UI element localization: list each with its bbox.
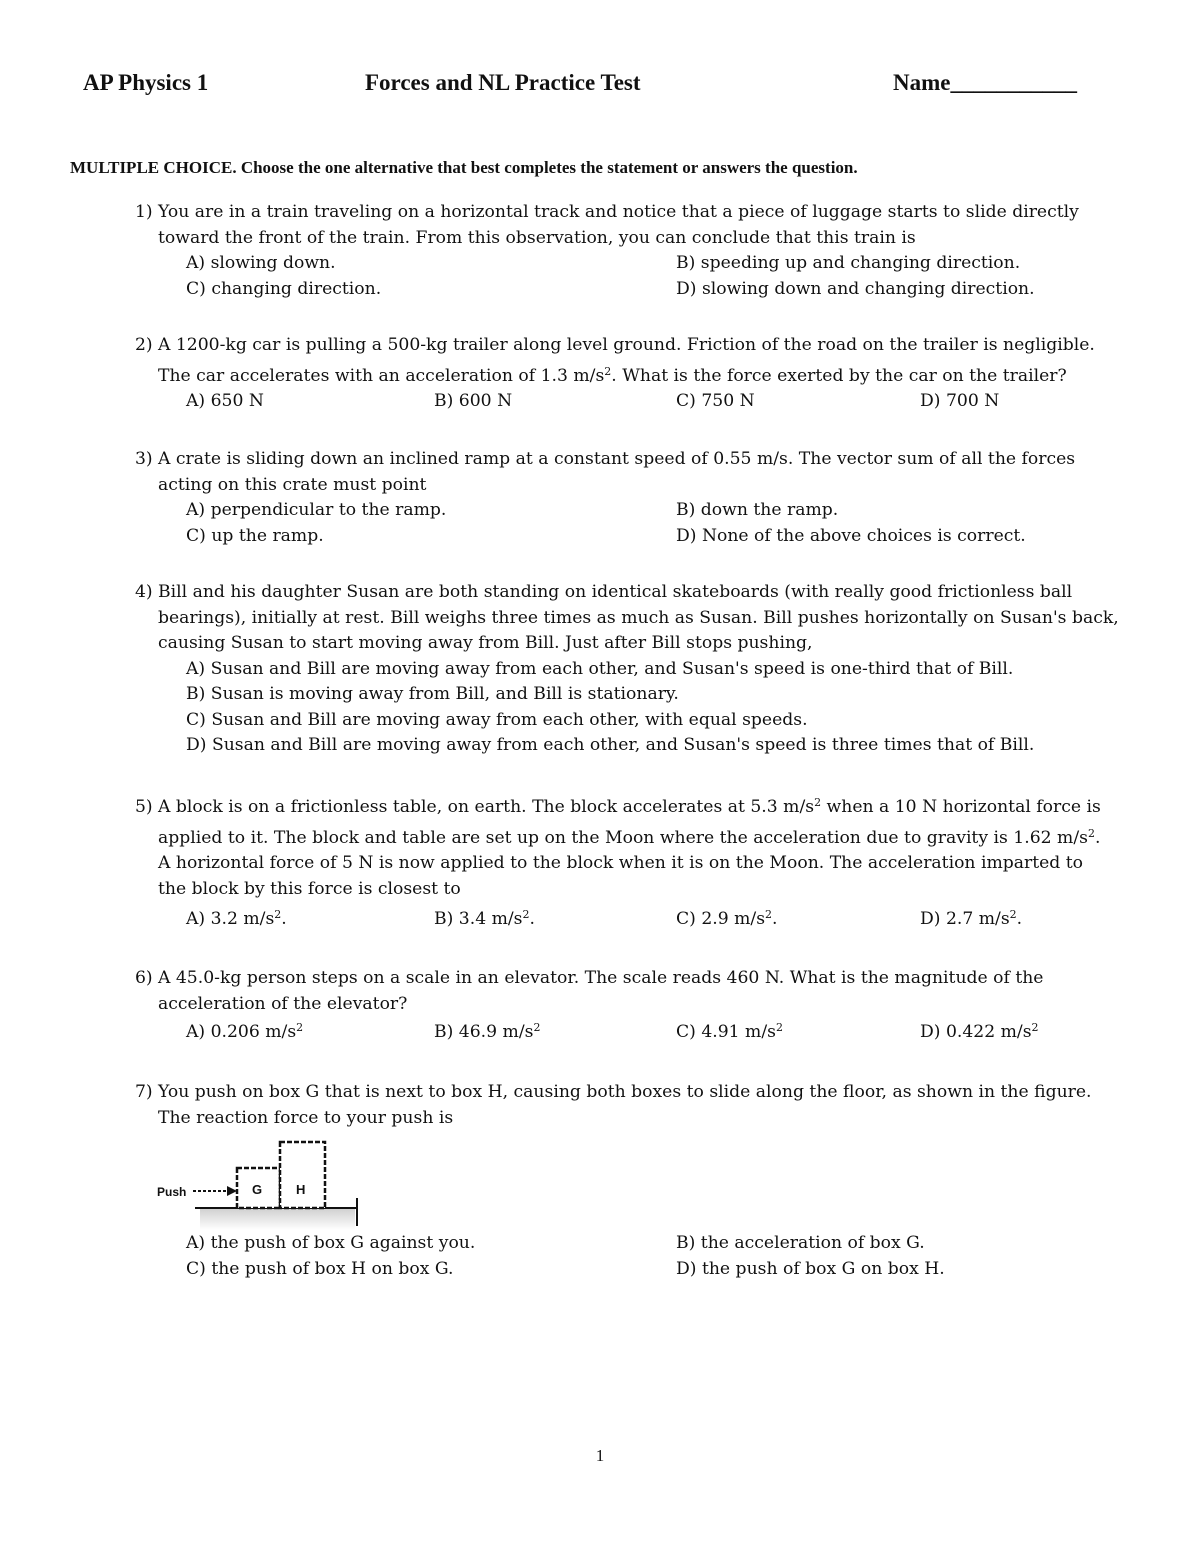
question-stem	[135, 966, 1125, 1017]
question-7-options	[135, 1231, 1125, 1282]
stem-line: acceleration of the elevator?	[158, 993, 408, 1014]
box-h	[280, 1142, 325, 1208]
answer-options	[186, 1017, 1125, 1047]
stem-line: causing Susan to start moving away from Bill. Just after Bill stops pushing,	[158, 633, 813, 653]
option-a[interactable]: A) perpendicular to the ramp.	[186, 500, 447, 520]
option-a[interactable]: A) 3.2 $m/s^2$.	[186, 908, 287, 929]
question-number: 6)	[135, 968, 153, 988]
superscript: 2	[814, 796, 822, 809]
answer-options	[186, 1231, 1125, 1282]
question-5	[135, 795, 1125, 932]
stem-line: You push on box G that is next to box H, causing both boxes to slide along the floor, as shown in the figure.	[158, 1082, 1092, 1102]
superscript: 2	[604, 364, 612, 378]
question-number: 3)	[135, 449, 153, 469]
question-number: 5)	[135, 797, 153, 817]
option-c[interactable]: C) Susan and Bill are moving away from each other, with equal speeds.	[186, 709, 808, 730]
arrow-head	[227, 1186, 237, 1196]
option-a[interactable]: A) 0.206 $m/s^2$	[186, 1021, 304, 1042]
stem-line: the block by this force is closest to	[158, 878, 461, 899]
option-b[interactable]: B) 46.9 $m/s^2$	[434, 1021, 541, 1042]
option-c[interactable]: C) up the ramp.	[186, 525, 324, 546]
question-stem	[135, 447, 1125, 498]
option-c[interactable]: C) changing direction.	[186, 278, 382, 299]
option-c[interactable]: C) the push of box H on box G.	[186, 1258, 454, 1279]
option-d[interactable]: D) 700 N	[920, 391, 1000, 411]
page-number: 1	[595, 1446, 605, 1465]
option-d[interactable]: D) 0.422 $m/s^2$	[920, 1021, 1039, 1042]
option-d[interactable]: D) 2.7 $m/s^2$.	[920, 908, 1023, 929]
stem-line: applied to it. The block and table are set up on the Moon where the acceleration due to gravity is 1.62 $m/s^2$.	[158, 826, 1101, 848]
question-1	[135, 200, 1125, 302]
course-title: AP Physics 1	[83, 70, 209, 95]
question-6	[135, 966, 1125, 1047]
question-stem	[135, 200, 1125, 251]
name-field-label: Name___________	[893, 70, 1077, 95]
page-header	[0, 70, 1200, 104]
box-h-label: H	[296, 1182, 306, 1197]
floor-shading	[200, 1208, 355, 1230]
question-number: 1)	[135, 202, 153, 222]
section-instructions: MULTIPLE CHOICE. Choose the one alternative that best completes the statement or answers the question.	[70, 158, 858, 177]
option-b[interactable]: B) the acceleration of box G.	[676, 1233, 925, 1253]
stem-line: You are in a train traveling on a horizontal track and notice that a piece of luggage starts to slide directly	[158, 202, 1079, 222]
stem-line: A 45.0-kg person steps on a scale in an elevator. The scale reads 460 N. What is the magnitude of the	[158, 968, 1044, 988]
stem-line: A crate is sliding down an inclined ramp at a constant speed of 0.55 m/s. The vector sum of all the forces	[158, 449, 1076, 469]
option-c[interactable]: C) 4.91 $m/s^2$	[676, 1021, 783, 1042]
option-d[interactable]: D) Susan and Bill are moving away from each other, and Susan's speed is three times that of Bill.	[186, 735, 1035, 755]
question-number: 4)	[135, 582, 153, 602]
option-c[interactable]: C) 2.9 $m/s^2$.	[676, 908, 778, 929]
stem-line: A 1200-kg car is pulling a 500-kg trailer along level ground. Friction of the road on the trailer is negligible.	[158, 335, 1095, 355]
question-7	[135, 1080, 1125, 1131]
answer-options	[186, 498, 1125, 549]
test-title: Forces and NL Practice Test	[365, 70, 641, 95]
answer-options	[186, 389, 1125, 415]
option-b[interactable]: B) down the ramp.	[676, 500, 839, 520]
question-stem	[135, 580, 1125, 657]
stem-line: Bill and his daughter Susan are both standing on identical skateboards (with really good frictionless ball	[158, 582, 1073, 602]
option-b[interactable]: B) 600 N	[434, 391, 513, 411]
option-d[interactable]: D) slowing down and changing direction.	[676, 278, 1035, 299]
question-stem: 5) A block is on a frictionless table, on earth. The block accelerates at 5.3 $m/s^2$ when a 10 N horizontal force is applied to it. The block and table are set up on the Moon where the acceleration due to gravity is 1.62 $m/s^2$. A horizontal force of 5 N is now applied to the block when it is on the Moon. The acceleration imparted to the block by this force is closest to	[135, 795, 1125, 902]
stem-line: The car accelerates with an acceleration of 1.3 $m/s^2$. What is the force exerted by the car on the trailer?	[158, 364, 1067, 386]
option-d[interactable]: D) the push of box G on box H.	[676, 1258, 945, 1279]
question-number: 2)	[135, 335, 153, 355]
option-b[interactable]: B) Susan is moving away from Bill, and Bill is stationary.	[186, 684, 679, 704]
boxes-push-figure	[155, 1138, 365, 1230]
answer-options	[186, 902, 1125, 932]
stem-line: A horizontal force of 5 N is now applied to the block when it is on the Moon. The acceleration imparted to	[158, 853, 1084, 873]
question-2	[135, 333, 1125, 415]
question-4	[135, 580, 1125, 759]
question-number: 7)	[135, 1082, 153, 1102]
stem-line: The reaction force to your push is	[158, 1107, 454, 1128]
option-d[interactable]: D) None of the above choices is correct.	[676, 525, 1026, 546]
option-a[interactable]: A) 650 N	[186, 391, 264, 411]
superscript: 2	[1087, 826, 1095, 840]
option-a[interactable]: A) slowing down.	[186, 253, 336, 273]
question-stem	[135, 333, 1125, 389]
question-3	[135, 447, 1125, 549]
option-b[interactable]: B) 3.4 $m/s^2$.	[434, 908, 535, 929]
stem-line: bearings), initially at rest. Bill weighs three times as much as Susan. Bill pushes horizontally on Susan's back,	[158, 607, 1119, 628]
option-c[interactable]: C) 750 N	[676, 391, 755, 411]
option-b[interactable]: B) speeding up and changing direction.	[676, 253, 1021, 273]
push-label: Push	[157, 1185, 187, 1199]
option-a[interactable]: A) Susan and Bill are moving away from each other, and Susan's speed is one-third that of Bill.	[186, 658, 1014, 679]
stem-line: toward the front of the train. From this observation, you can conclude that this train is	[158, 227, 916, 248]
stem-line: acting on this crate must point	[158, 474, 427, 495]
option-a[interactable]: A) the push of box G against you.	[186, 1233, 476, 1253]
box-g-label: G	[252, 1182, 263, 1197]
question-stem	[135, 1080, 1125, 1131]
answer-options	[186, 657, 1125, 759]
answer-options	[186, 251, 1125, 302]
